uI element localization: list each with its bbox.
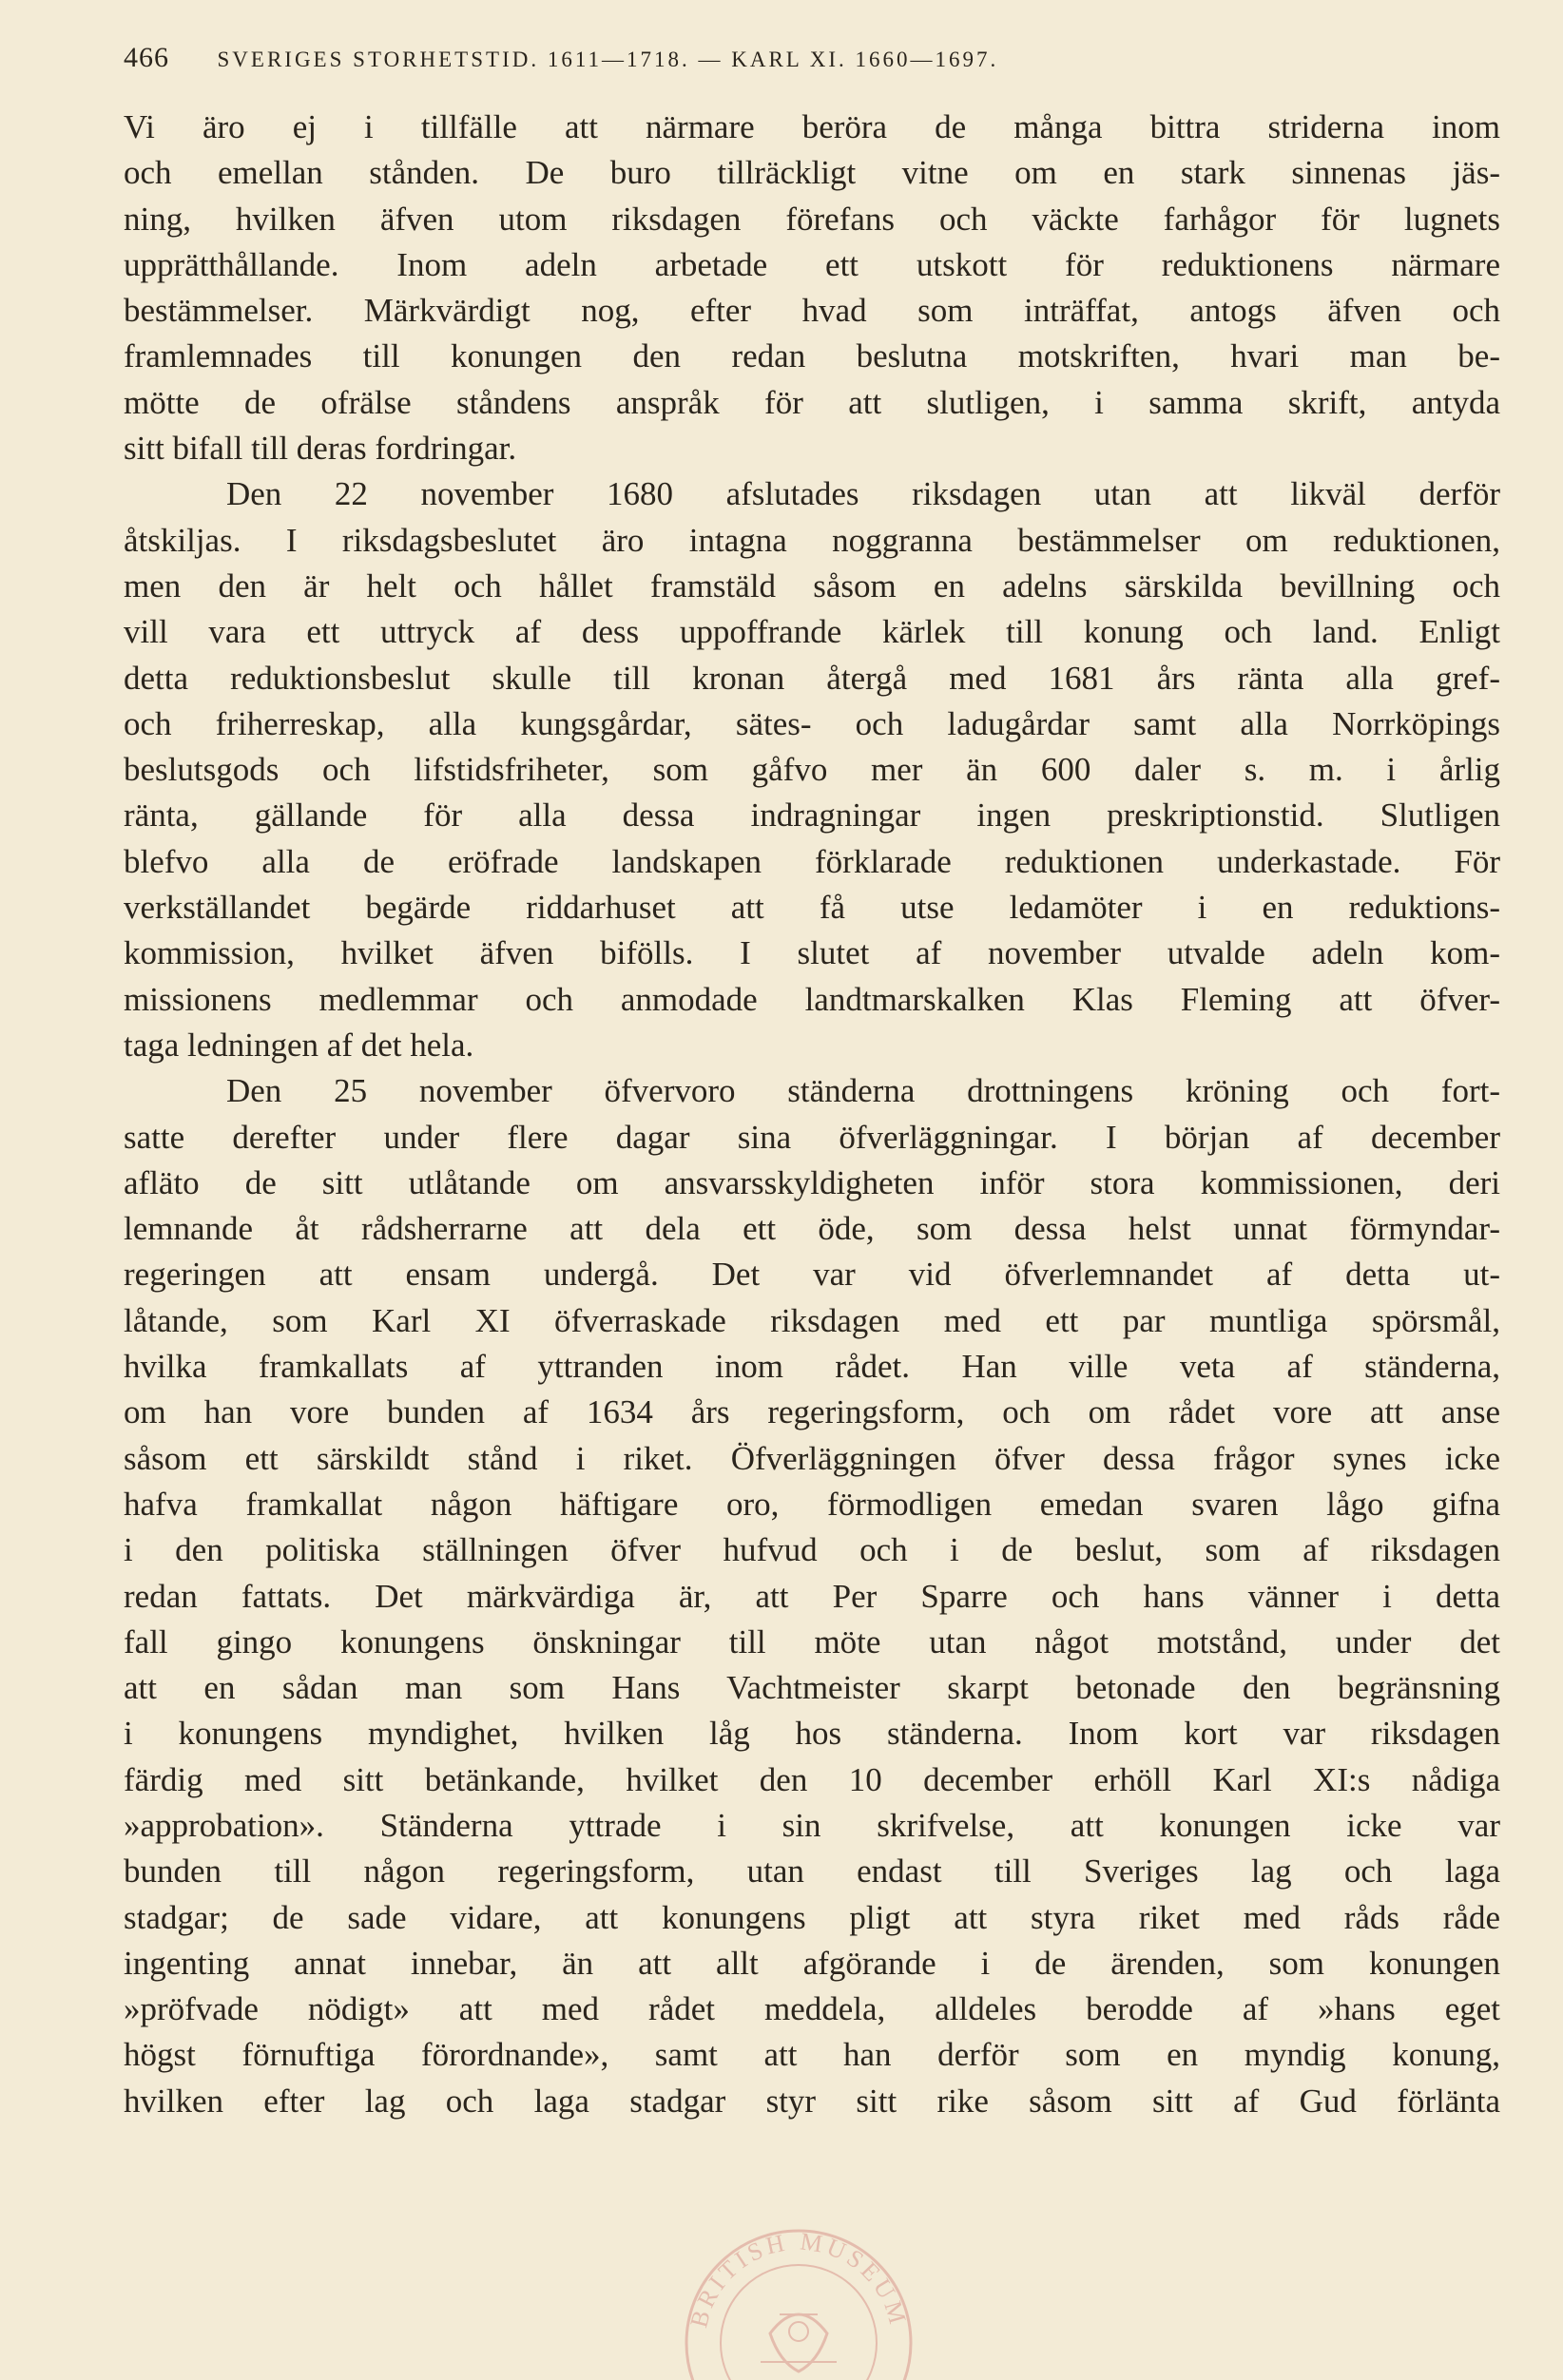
text-line: afläto de sitt utlåtande om ansvarsskyldigheten inför stora kommissionen, deri [124, 1163, 1500, 1201]
text-line: upprätthållande. Inom adeln arbetade ett utskott för reduktionens närmare [124, 245, 1500, 283]
text-line: kommission, hvilket äfven bifölls. I slutet af november utvalde adeln kom- [124, 934, 1500, 972]
text-line: beslutsgods och lifstidsfriheter, som gåfvo mer än 600 daler s. m. i årlig [124, 751, 1500, 789]
text-line: och friherreskap, alla kungsgårdar, sätes- och ladugårdar samt alla Norrköpings [124, 704, 1500, 742]
text-line: regeringen att ensam undergå. Det var vid öfverlemnandet af detta ut- [124, 1256, 1500, 1294]
text-line: att en sådan man som Hans Vachtmeister skarpt betonade den begränsning [124, 1669, 1500, 1707]
text-line: åtskiljas. I riksdagsbeslutet äro intagna noggranna bestämmelser om reduktionen, [124, 521, 1500, 559]
library-stamp [646, 2219, 951, 2380]
text-line: sitt bifall till deras fordringar. [124, 430, 517, 468]
text-line: högst förnuftiga förordnande», samt att han derför som en myndig konung, [124, 2036, 1500, 2074]
text-line: taga ledningen af det hela. [124, 1026, 474, 1064]
text-line: bunden till någon regeringsform, utan endast till Sveriges lag och laga [124, 1852, 1500, 1891]
svg-text:BRITISH MUSEUM: BRITISH MUSEUM [685, 2227, 913, 2331]
text-line: redan fattats. Det märkvärdiga är, att Per Sparre och hans vänner i detta [124, 1577, 1500, 1615]
text-line: och emellan stånden. De buro tillräckligt vitne om en stark sinnenas jäs- [124, 154, 1500, 192]
text-line: ingenting annat innebar, än att allt afgörande i de ärenden, som konungen [124, 1944, 1500, 1982]
text-line: stadgar; de sade vidare, att konungens pligt att styra riket med råds råde [124, 1898, 1500, 1936]
text-line: framlemnades till konungen den redan beslutna motskriften, hvari man be- [124, 337, 1500, 375]
text-line: ränta, gällande för alla dessa indragningar ingen preskriptionstid. Slutligen [124, 797, 1500, 835]
library-stamp-icon [646, 2219, 951, 2380]
text-line: hafva framkallat någon häftigare oro, förmodligen emedan svaren lågo gifna [124, 1485, 1500, 1523]
running-head [124, 42, 1502, 87]
text-line: färdig med sitt betänkande, hvilket den 10 december erhöll Karl XI:s nådiga [124, 1760, 1500, 1798]
text-line: fall gingo konungens önskningar till möte utan något motstånd, under det [124, 1622, 1500, 1660]
text-line: Den 22 november 1680 afslutades riksdagen utan att likväl derför [226, 475, 1500, 513]
text-line: om han vore bunden af 1634 års regeringsform, och om rådet vore att anse [124, 1393, 1500, 1431]
text-line: »pröfvade nödigt» att med rådet meddela, alldeles berodde af »hans eget [124, 1990, 1500, 2028]
text-line: detta reduktionsbeslut skulle till kronan återgå med 1681 års ränta alla gref- [124, 659, 1500, 697]
text-line: satte derefter under flere dagar sina öfverläggningar. I början af december [124, 1118, 1500, 1156]
text-line: låtande, som Karl XI öfverraskade riksdagen med ett par muntliga spörsmål, [124, 1301, 1500, 1339]
text-line: hvilka framkallats af yttranden inom rådet. Han ville veta af ständerna, [124, 1348, 1500, 1386]
text-line: i konungens myndighet, hvilken låg hos ständerna. Inom kort var riksdagen [124, 1715, 1500, 1753]
text-line: såsom ett särskildt stånd i riket. Öfverläggningen öfver dessa frågor synes icke [124, 1439, 1500, 1477]
text-line: vill vara ett uttryck af dess uppoffrande kärlek till konung och land. Enligt [124, 613, 1500, 651]
text-line: hvilken efter lag och laga stadgar styr sitt rike såsom sitt af Gud förlänta [124, 2082, 1500, 2120]
text-line: i den politiska ställningen öfver hufvud och i de beslut, som af riksdagen [124, 1531, 1500, 1569]
text-line: ning, hvilken äfven utom riksdagen förefans och väckte farhågor för lugnets [124, 200, 1500, 238]
text-line: bestämmelser. Märkvärdigt nog, efter hvad som inträffat, antogs äfven och [124, 292, 1500, 330]
text-line: Den 25 november öfvervoro ständerna drottningens kröning och fort- [226, 1072, 1500, 1110]
text-line: mötte de ofrälse ståndens anspråk för att slutligen, i samma skrift, antyda [124, 383, 1500, 421]
body-text [124, 105, 1500, 2124]
text-line: missionens medlemmar och anmodade landtmarskalken Klas Fleming att öfver- [124, 980, 1500, 1018]
page-number: 466 [124, 42, 169, 73]
text-line: verkställandet begärde riddarhuset att få utse ledamöter i en reduktions- [124, 889, 1500, 927]
text-line: men den är helt och hållet framstäld såsom en adelns särskilda bevillning och [124, 566, 1500, 605]
text-line: blefvo alla de eröfrade landskapen förklarade reduktionen underkastade. För [124, 842, 1500, 880]
text-line: Vi äro ej i tillfälle att närmare beröra de många bittra striderna inom [124, 108, 1500, 145]
text-line: »approbation». Ständerna yttrade i sin skrifvelse, att konungen icke var [124, 1806, 1500, 1844]
running-title: SVERIGES STORHETSTID. 1611—1718. — KARL XI. 1660—1697. [217, 48, 999, 71]
text-line: lemnande åt rådsherrarne att dela ett öde, som dessa helst unnat förmyndar- [124, 1210, 1500, 1248]
